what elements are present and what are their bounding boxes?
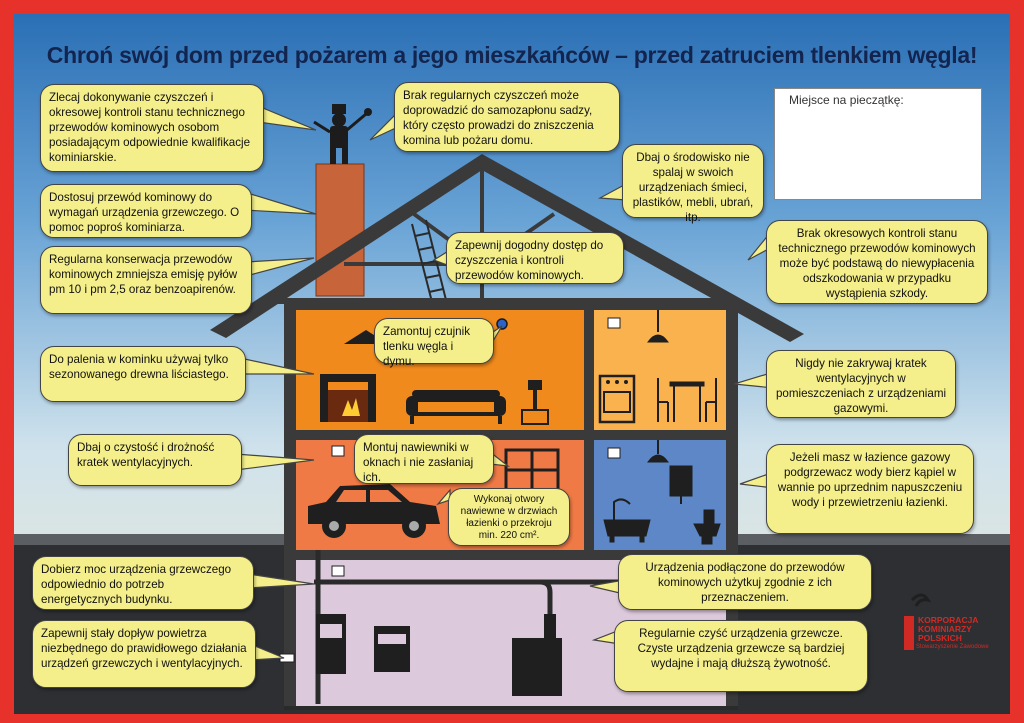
tip-no-waste-burning: Dbaj o środowisko nie spalaj w swoich urządzeniach śmieci, plastików, mebli, ubrań, itp. <box>622 144 764 218</box>
tip-do-not-cover-vents: Nigdy nie zakrywaj kratek wentylacyjnych w pomieszczeniach z urządzeniami gazowymi. <box>766 350 956 418</box>
tip-adjust-chimney: Dostosuj przewód kominowy do wymagań urządzenia grzewczego. O pomoc poproś kominiarza. <box>40 184 252 238</box>
tip-chimney-access: Zapewnij dogodny dostęp do czyszczenia i kontroli przewodów kominowych. <box>446 232 624 284</box>
tip-air-supply: Zapewnij stały dopływ powietrza niezbędnego do prawidłowego działania urządzeń grzewczych i wentylacyjnych. <box>32 620 256 688</box>
kominiarze-logo <box>892 586 1002 666</box>
tip-insurance: Brak okresowych kontroli stanu technicznego przewodów kominowych może być podstawą do niewypłacenia odszkodowania w przypadku wystąpienia szkody. <box>766 220 988 304</box>
logo-text: KORPORACJA KOMINIARZY POLSKICH <box>918 615 979 643</box>
stamp-label: Miejsce na pieczątkę: <box>789 93 904 107</box>
tip-clean-vents: Dbaj o czystość i drożność kratek wentylacyjnych. <box>68 434 242 486</box>
tip-heating-power: Dobierz moc urządzenia grzewczego odpowiednio do potrzeb energetycznych budynku. <box>32 556 254 610</box>
tip-chimney-maintenance: Regularna konserwacja przewodów kominowych zmniejsza emisję pyłów pm 10 i pm 2,5 oraz benzoapirenów. <box>40 246 252 314</box>
tip-devices-proper-use: Urządzenia podłączone do przewodów kominowych użytkuj zgodnie z ich przeznaczeniem. <box>618 554 872 610</box>
tip-window-vents: Montuj nawiewniki w oknach i nie zasłaniaj ich. <box>354 434 494 484</box>
tip-clean-heaters: Regularnie czyść urządzenia grzewcze. Czyste urządzenia grzewcze są bardziej wydajne i mają dłuższą żywotność. <box>614 620 868 692</box>
co-detector-icon <box>497 319 507 329</box>
poster-background <box>14 14 1010 714</box>
tip-bathroom-heater: Jeżeli masz w łazience gazowy podgrzewacz wody bierz kąpiel w wannie po uprzednim napuszczeniu wody i przewietrzeniu łazienki. <box>766 444 974 534</box>
logo-subtitle: Stowarzyszenie Zawodowe <box>916 644 989 650</box>
tip-chimney-inspection: Zlecaj dokonywanie czyszczeń i okresowej kontroli stanu technicznego przewodów kominowych osobom posiadającym odpowiednie kwalifikacje kominiarskie. <box>40 84 264 172</box>
chimney-sweep-figure <box>314 104 372 164</box>
tip-seasoned-wood: Do palenia w kominku używaj tylko sezonowanego drewna liściastego. <box>40 346 246 402</box>
tip-bathroom-door-vents: Wykonaj otwory nawiewne w drzwiach łazienki o przekroju min. 220 cm². <box>448 488 570 546</box>
stamp-placeholder-box <box>774 88 982 200</box>
tip-co-detector: Zamontuj czujnik tlenku węgla i dymu. <box>374 318 494 364</box>
tip-soot-ignition: Brak regularnych czyszczeń może doprowadzić do samozapłonu sadzy, który często prowadzi do zniszczenia komina lub pożaru domu. <box>394 82 620 152</box>
poster-title: Chroń swój dom przed pożarem a jego mieszkańców – przed zatruciem tlenkiem węgla! <box>46 42 978 68</box>
chimney <box>316 164 364 296</box>
